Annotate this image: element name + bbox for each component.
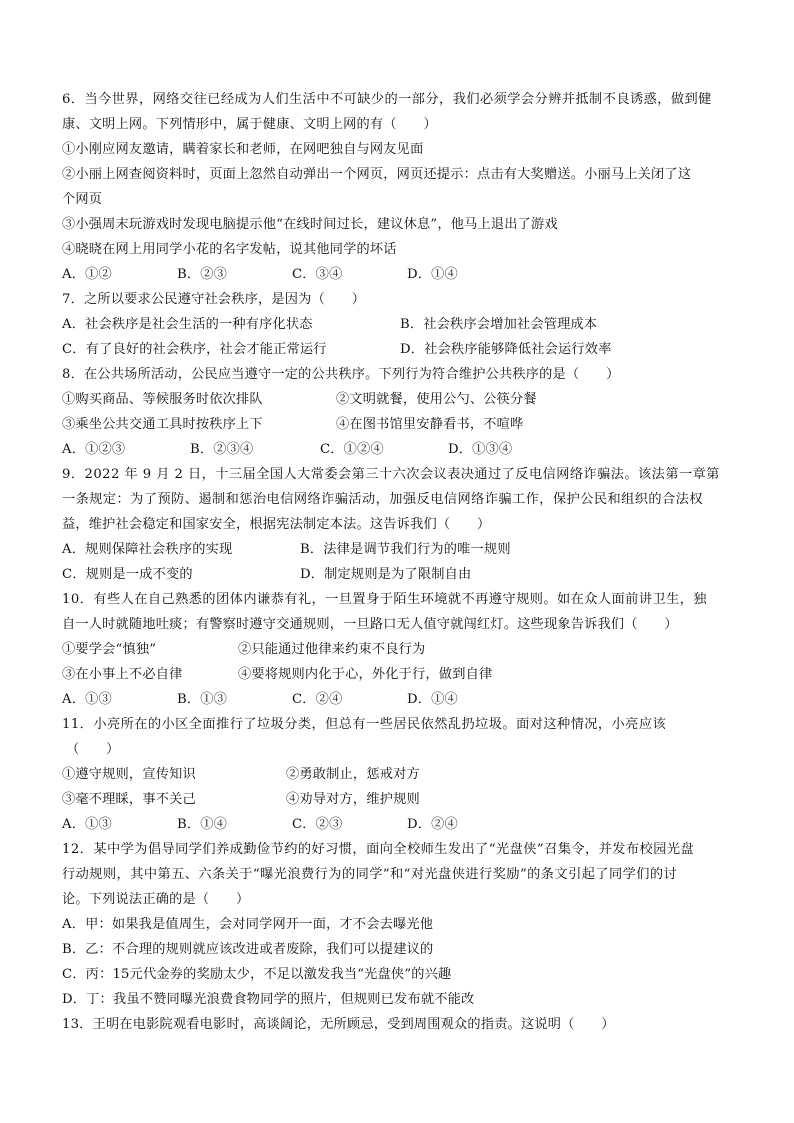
q9-option-a: A．规则保障社会秩序的实现 [62,542,233,557]
q8-stem: 8．在公共场所活动，公民应当遵守一定的公共秩序。下列行为符合维护公共秩序的是（ ） [62,367,620,382]
q11-statement-2: ②勇敢制止，惩戒对方 [286,767,420,782]
q6-statement-3: ③小强周末玩游戏时发现电脑提示他“在线时间过长，建议休息”，他马上退出了游戏 [62,217,558,232]
q11-option-c: C．②③ [292,817,343,832]
q10-statement-1: ①要学会“慎独” [62,642,157,657]
q7-option-d: D．社会秩序能够降低社会运行效率 [400,342,612,357]
q7-option-c: C．有了良好的社会秩序，社会才能正常运行 [62,342,327,357]
q11-stem-line-2: （ ） [66,742,120,757]
q9-stem-line-1: 9．2022 年 9 月 2 日，十三届全国人大常委会第三十六次会议表决通过了反电信网络诈骗法。该法第一章第 [62,467,720,482]
q11-option-a: A．①③ [62,817,112,832]
q6-statement-2-cont: 个网页 [62,192,103,207]
q9-option-b: B．法律是调节我们行为的唯一规则 [300,542,511,557]
q10-option-a: A．①③ [62,692,112,707]
q12-option-d: D．丁：我虽不赞同曝光浪费食物同学的照片，但规则已发布就不能改 [62,992,475,1007]
q12-stem-line-3: 论。下列说法正确的是（ ） [62,892,250,907]
q6-statement-1: ①小刚应网友邀请，瞒着家长和老师，在网吧独自与网友见面 [62,142,424,157]
q10-option-c: C．②④ [292,692,343,707]
q7-option-b: B．社会秩序会增加社会管理成本 [400,317,598,332]
q11-statement-1: ①遵守规则，宣传知识 [62,767,196,782]
q13-stem: 13．王明在电影院观看电影时，高谈阔论，无所顾忌，受到周围观众的指责。这说明（ ） [62,1017,615,1032]
q6-option-b: B．②③ [177,267,228,282]
q9-stem-line-2: 一条规定：为了预防、遏制和惩治电信网络诈骗活动，加强反电信网络诈骗工作，保护公民和组织的合法权 [62,492,703,507]
q10-option-d: D．①④ [407,692,458,707]
q8-statement-3: ③乘坐公共交通工具时按秩序上下 [62,417,263,432]
q6-statement-4: ④晓晓在网上用同学小花的名字发帖，说其他同学的坏话 [62,242,397,257]
q6-option-d: D．①④ [407,267,458,282]
q11-stem-line-1: 11．小亮所在的小区全面推行了垃圾分类，但总有一些居民依然乱扔垃圾。面对这种情况，小亮应该 [62,717,667,732]
q12-option-c: C．丙：15元代金券的奖励太少，不足以激发我当“光盘侠”的兴趣 [62,967,452,982]
q9-option-c: C．规则是一成不变的 [62,567,193,582]
q8-statement-2: ②文明就餐，使用公勺、公筷分餐 [336,392,537,407]
q8-statement-1: ①购买商品、等候服务时依次排队 [62,392,263,407]
q8-option-a: A．①②③ [62,442,126,457]
q8-statement-4: ④在图书馆里安静看书，不喧哗 [336,417,524,432]
q10-statement-2: ②只能通过他律来约束不良行为 [238,642,426,657]
q11-statement-4: ④劝导对方，维护规则 [286,792,420,807]
q12-stem-line-2: 行动规则，其中第五、六条关于“曝光浪费行为的同学”和“对光盘侠进行奖励”的条文引起了同学们的讨 [62,867,678,882]
q10-option-b: B．①③ [177,692,228,707]
q8-option-b: B．②③④ [190,442,254,457]
q7-stem: 7．之所以要求公民遵守社会秩序，是因为（ ） [62,292,366,307]
q10-statement-3: ③在小事上不必自律 [62,667,183,682]
q10-statement-4: ④要将规则内化于心，外化于行，做到自律 [238,667,493,682]
q6-option-a: A．①② [62,267,112,282]
q12-option-a: A．甲：如果我是值周生，会对同学网开一面，才不会去曝光他 [62,917,434,932]
q9-option-d: D．制定规则是为了限制自由 [300,567,472,582]
q10-stem-line-1: 10．有些人在自己熟悉的团体内谦恭有礼，一旦置身于陌生环境就不再遵守规则。如在众人面前讲卫生，独 [62,592,708,607]
q11-statement-3: ③毫不理睬，事不关己 [62,792,196,807]
q7-option-a: A．社会秩序是社会生活的一种有序化状态 [62,317,313,332]
q12-option-b: B．乙：不合理的规则就应该改进或者废除，我们可以提建议的 [62,942,434,957]
q9-stem-line-3: 益，维护社会稳定和国家安全，根据宪法制定本法。这告诉我们（ ） [62,517,491,532]
q10-stem-line-2: 自一人时就随地吐痰；有警察时遵守交通规则，一旦路口无人值守就闯红灯。这些现象告诉我们（ ） [62,617,678,632]
q11-option-d: D．②④ [407,817,458,832]
q6-statement-2: ②小丽上网查阅资料时，页面上忽然自动弹出一个网页，网页还提示：点击有大奖赠送。小丽马上关闭了这 [62,167,692,182]
q8-option-d: D．①③④ [448,442,513,457]
q8-option-c: C．①②④ [320,442,384,457]
q11-option-b: B．①④ [177,817,228,832]
q12-stem-line-1: 12．某中学为倡导同学们养成勤俭节约的好习惯，面向全校师生发出了“光盘侠”召集令，并发布校园光盘 [62,842,695,857]
q6-option-c: C．③④ [292,267,343,282]
q6-stem-line-2: 康、文明上网。下列情形中，属于健康、文明上网的有（ ） [62,117,437,132]
q6-stem-line-1: 6．当今世界，网络交往已经成为人们生活中不可缺少的一部分，我们必须学会分辨并抵制不良诱惑，做到健 [62,92,712,107]
